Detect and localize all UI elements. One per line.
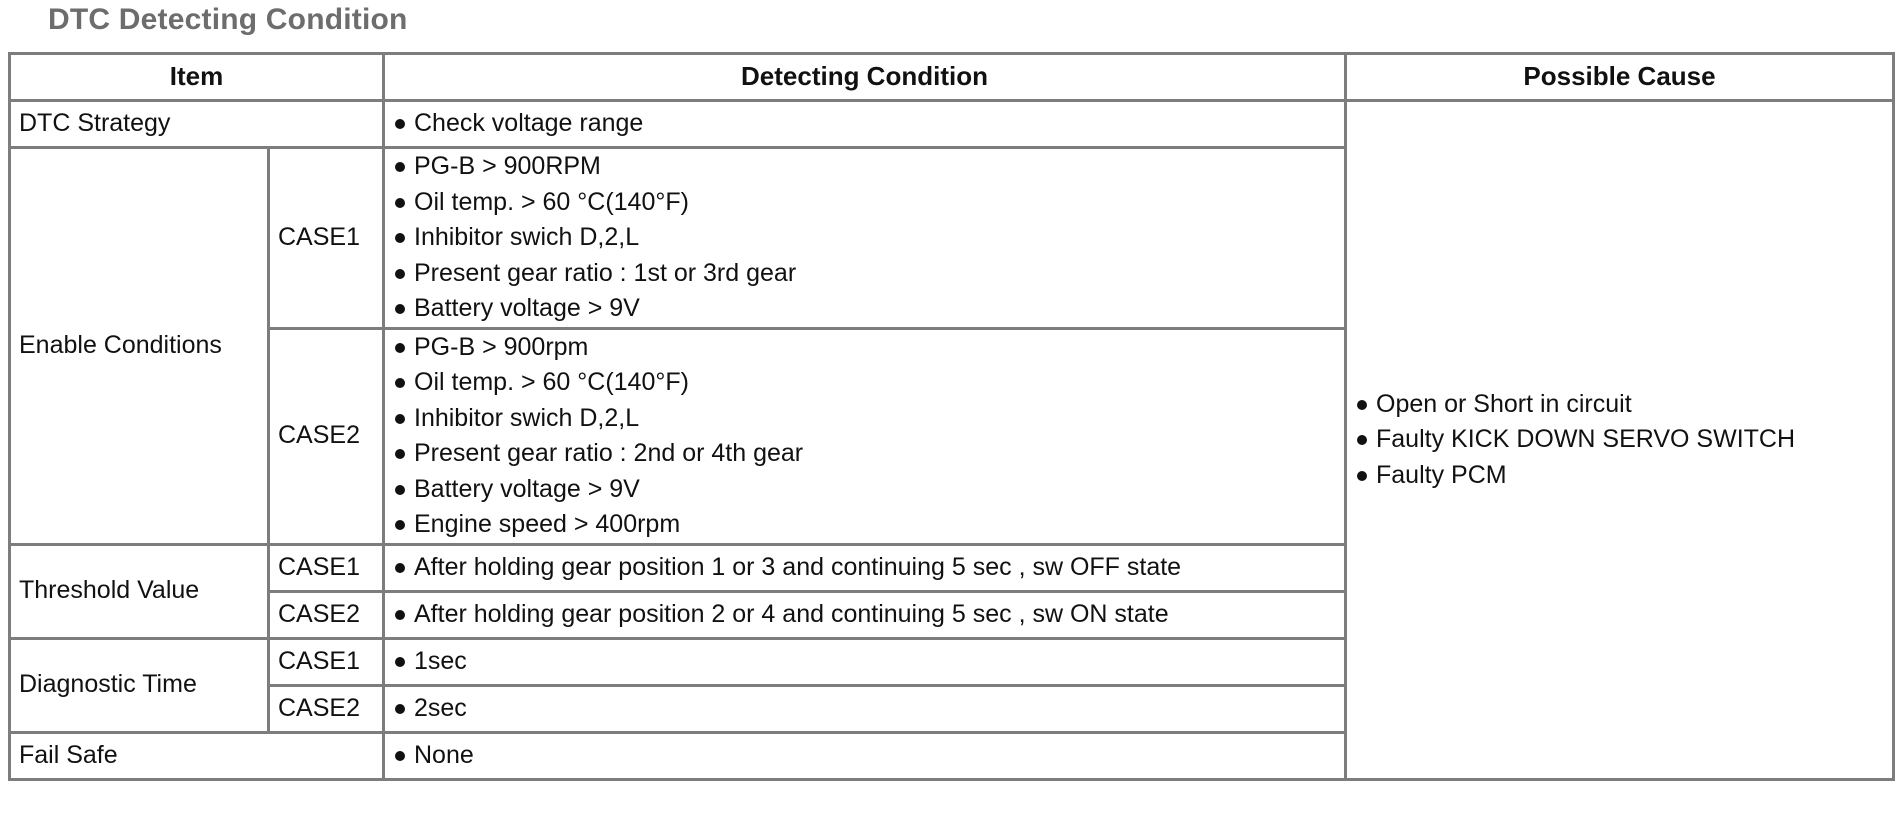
list-item: Oil temp. > 60 °C(140°F) xyxy=(393,365,1336,401)
list-item: After holding gear position 2 or 4 and continuing 5 sec , sw ON state xyxy=(393,597,1336,633)
list-item: Battery voltage > 9V xyxy=(393,472,1336,508)
list-item: Faulty KICK DOWN SERVO SWITCH xyxy=(1355,422,1884,458)
list-item: Battery voltage > 9V xyxy=(393,291,1336,327)
list-item: 1sec xyxy=(393,644,1336,680)
dtc-strategy-conditions xyxy=(384,101,1346,148)
list-item: Faulty PCM xyxy=(1355,458,1884,494)
possible-cause-header: Possible Cause xyxy=(1346,54,1894,101)
threshold-case2-conditions xyxy=(384,591,1346,638)
case-label: CASE2 xyxy=(269,328,384,544)
list-item: PG-B > 900RPM xyxy=(393,149,1336,185)
case-label: CASE2 xyxy=(269,591,384,638)
case-label: CASE2 xyxy=(269,685,384,732)
possible-cause-cell xyxy=(1346,101,1894,780)
condition-list xyxy=(393,330,1336,543)
list-item: None xyxy=(393,738,1336,774)
list-item: Oil temp. > 60 °C(140°F) xyxy=(393,185,1336,221)
list-item: Engine speed > 400rpm xyxy=(393,507,1336,543)
list-item: Present gear ratio : 2nd or 4th gear xyxy=(393,436,1336,472)
list-item: Present gear ratio : 1st or 3rd gear xyxy=(393,256,1336,292)
dtc-condition-table xyxy=(8,52,1895,781)
page-title: DTC Detecting Condition xyxy=(48,3,408,36)
detecting-condition-header: Detecting Condition xyxy=(384,54,1346,101)
diagnostic-case1-conditions xyxy=(384,638,1346,685)
condition-list xyxy=(393,691,1336,727)
threshold-case1-conditions xyxy=(384,544,1346,591)
case-label: CASE1 xyxy=(269,638,384,685)
condition-list xyxy=(393,644,1336,680)
fail-safe-label: Fail Safe xyxy=(10,732,384,779)
list-item: PG-B > 900rpm xyxy=(393,330,1336,366)
enable-case2-conditions xyxy=(384,328,1346,544)
condition-list xyxy=(393,550,1336,586)
list-item: After holding gear position 1 or 3 and continuing 5 sec , sw OFF state xyxy=(393,550,1336,586)
case-label: CASE1 xyxy=(269,148,384,329)
list-item: Check voltage range xyxy=(393,106,1336,142)
case-label: CASE1 xyxy=(269,544,384,591)
condition-list xyxy=(393,106,1336,142)
header-row xyxy=(10,54,1894,101)
condition-list xyxy=(393,738,1336,774)
list-item: 2sec xyxy=(393,691,1336,727)
list-item: Open or Short in circuit xyxy=(1355,387,1884,423)
enable-case1-conditions xyxy=(384,148,1346,329)
list-item: Inhibitor swich D,2,L xyxy=(393,220,1336,256)
dtc-strategy-label: DTC Strategy xyxy=(10,101,384,148)
enable-conditions-label: Enable Conditions xyxy=(10,148,269,545)
fail-safe-conditions xyxy=(384,732,1346,779)
threshold-value-label: Threshold Value xyxy=(10,544,269,638)
table-row xyxy=(10,101,1894,148)
item-header: Item xyxy=(10,54,384,101)
possible-cause-list xyxy=(1355,387,1884,494)
condition-list xyxy=(393,597,1336,633)
diagnostic-case2-conditions xyxy=(384,685,1346,732)
diagnostic-time-label: Diagnostic Time xyxy=(10,638,269,732)
condition-list xyxy=(393,149,1336,327)
list-item: Inhibitor swich D,2,L xyxy=(393,401,1336,437)
